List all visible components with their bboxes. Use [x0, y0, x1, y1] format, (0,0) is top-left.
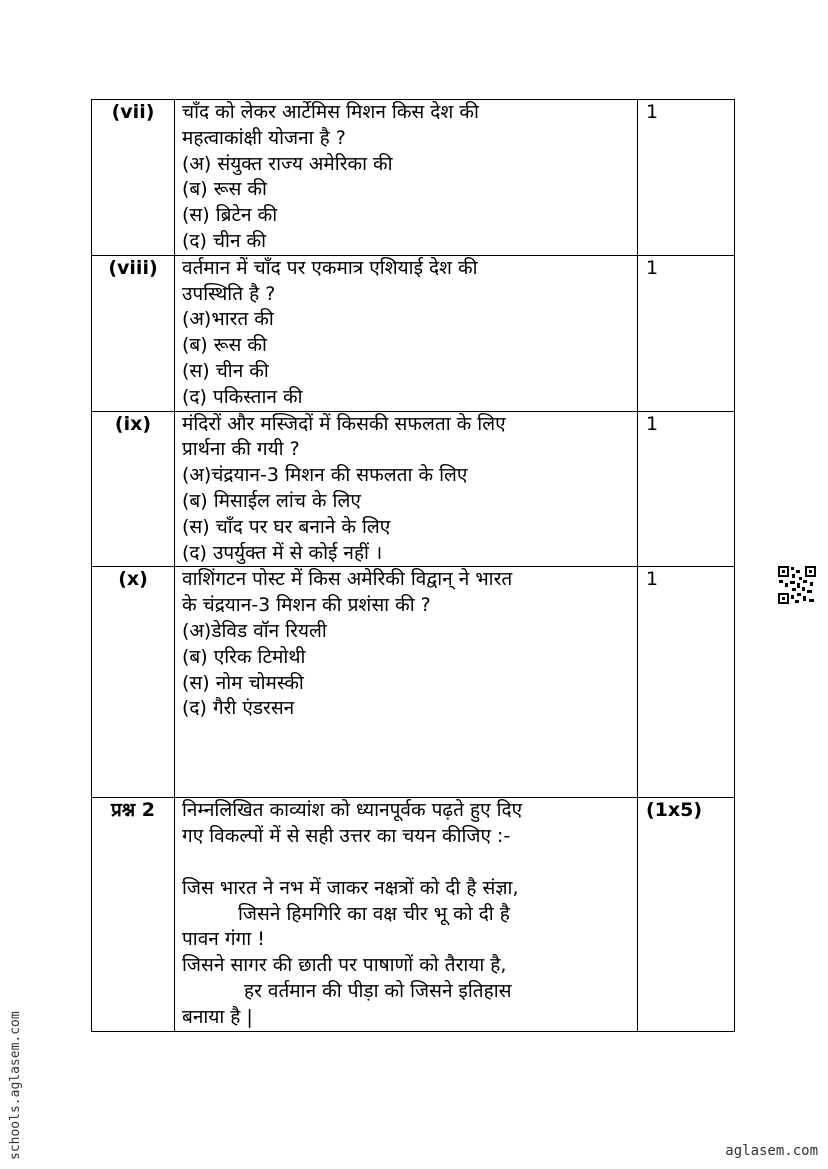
- question-text: [175, 798, 638, 1031]
- option-a: (अ)डेविड वॉन रियली: [182, 619, 327, 642]
- question-row-viii: [92, 255, 735, 411]
- qr-code-icon: [777, 565, 817, 605]
- poem-line: हर वर्तमान की पीड़ा को जिसने इतिहास: [244, 979, 512, 1002]
- option-b: (ब) रूस की: [182, 334, 267, 357]
- question-number: (ix): [92, 411, 175, 567]
- watermark-right: aglasem.com: [725, 1143, 818, 1159]
- question-number: (viii): [92, 255, 175, 411]
- option-c: (स) चीन की: [182, 359, 269, 382]
- option-a: (अ)चंद्रयान-3 मिशन की सफलता के लिए: [182, 464, 468, 487]
- question-row-ix: [92, 411, 735, 567]
- question-row-2: [92, 798, 735, 1031]
- question-line: वर्तमान में चाँद पर एकमात्र एशियाई देश की: [182, 256, 478, 279]
- poem-line: जिस भारत ने नभ में जाकर नक्षत्रों को दी है संज्ञा,: [182, 876, 519, 899]
- question-marks: 1: [638, 100, 735, 256]
- question-line: महत्वाकांक्षी योजना है ?: [182, 126, 346, 149]
- question-number: प्रश्न 2: [92, 798, 175, 1031]
- option-d: (द) गैरी एंडरसन: [182, 697, 295, 720]
- question-text: [175, 411, 638, 567]
- option-b: (ब) मिसाईल लांच के लिए: [182, 489, 361, 512]
- question-marks: (1x5): [638, 798, 735, 1031]
- poem-line: बनाया है |: [182, 1005, 253, 1028]
- question-table: [91, 99, 735, 1032]
- question-line: प्रार्थना की गयी ?: [182, 438, 300, 461]
- option-c: (स) नोम चोमस्की: [182, 671, 304, 694]
- poem-line: जिसने सागर की छाती पर पाषाणों को तैराया है,: [182, 954, 507, 977]
- instruction-line: गए विकल्पों में से सही उत्तर का चयन कीजिए :-: [182, 825, 511, 848]
- option-a: (अ)भारत की: [182, 308, 274, 331]
- question-marks: 1: [638, 255, 735, 411]
- question-number: (x): [92, 567, 175, 798]
- question-row-vii: [92, 100, 735, 256]
- question-text: [175, 100, 638, 256]
- option-a: (अ) संयुक्त राज्य अमेरिका की: [182, 152, 393, 175]
- poem-line: जिसने हिमगिरि का वक्ष चीर भू को दी है: [238, 902, 510, 925]
- watermark-left: schools.aglasem.com: [8, 1011, 23, 1160]
- option-b: (ब) एरिक टिमोथी: [182, 645, 306, 668]
- question-marks: 1: [638, 411, 735, 567]
- instruction-line: निम्नलिखित काव्यांश को ध्यानपूर्वक पढ़ते हुए दिए: [182, 799, 523, 822]
- option-c: (स) चाँद पर घर बनाने के लिए: [182, 515, 391, 538]
- option-b: (ब) रूस की: [182, 178, 267, 201]
- question-marks: 1: [638, 567, 735, 798]
- option-d: (द) चीन की: [182, 229, 267, 252]
- option-d: (द) पकिस्तान की: [182, 385, 303, 408]
- question-number: (vii): [92, 100, 175, 256]
- option-c: (स) ब्रिटेन की: [182, 204, 278, 227]
- blank-line: [182, 850, 637, 876]
- question-line: उपस्थिति है ?: [182, 282, 276, 305]
- question-text: [175, 567, 638, 798]
- question-text: [175, 255, 638, 411]
- question-line: के चंद्रयान-3 मिशन की प्रशंसा की ?: [182, 594, 431, 617]
- poem-line: पावन गंगा !: [182, 928, 265, 951]
- question-line: मंदिरों और मस्जिदों में किसकी सफलता के लिए: [182, 412, 506, 435]
- question-line: चाँद को लेकर आर्टेमिस मिशन किस देश की: [182, 101, 479, 123]
- option-d: (द) उपर्युक्त में से कोई नहीं ।: [182, 541, 383, 564]
- question-row-x: [92, 567, 735, 798]
- question-line: वाशिंगटन पोस्ट में किस अमेरिकी विद्वान् ने भारत: [182, 568, 513, 591]
